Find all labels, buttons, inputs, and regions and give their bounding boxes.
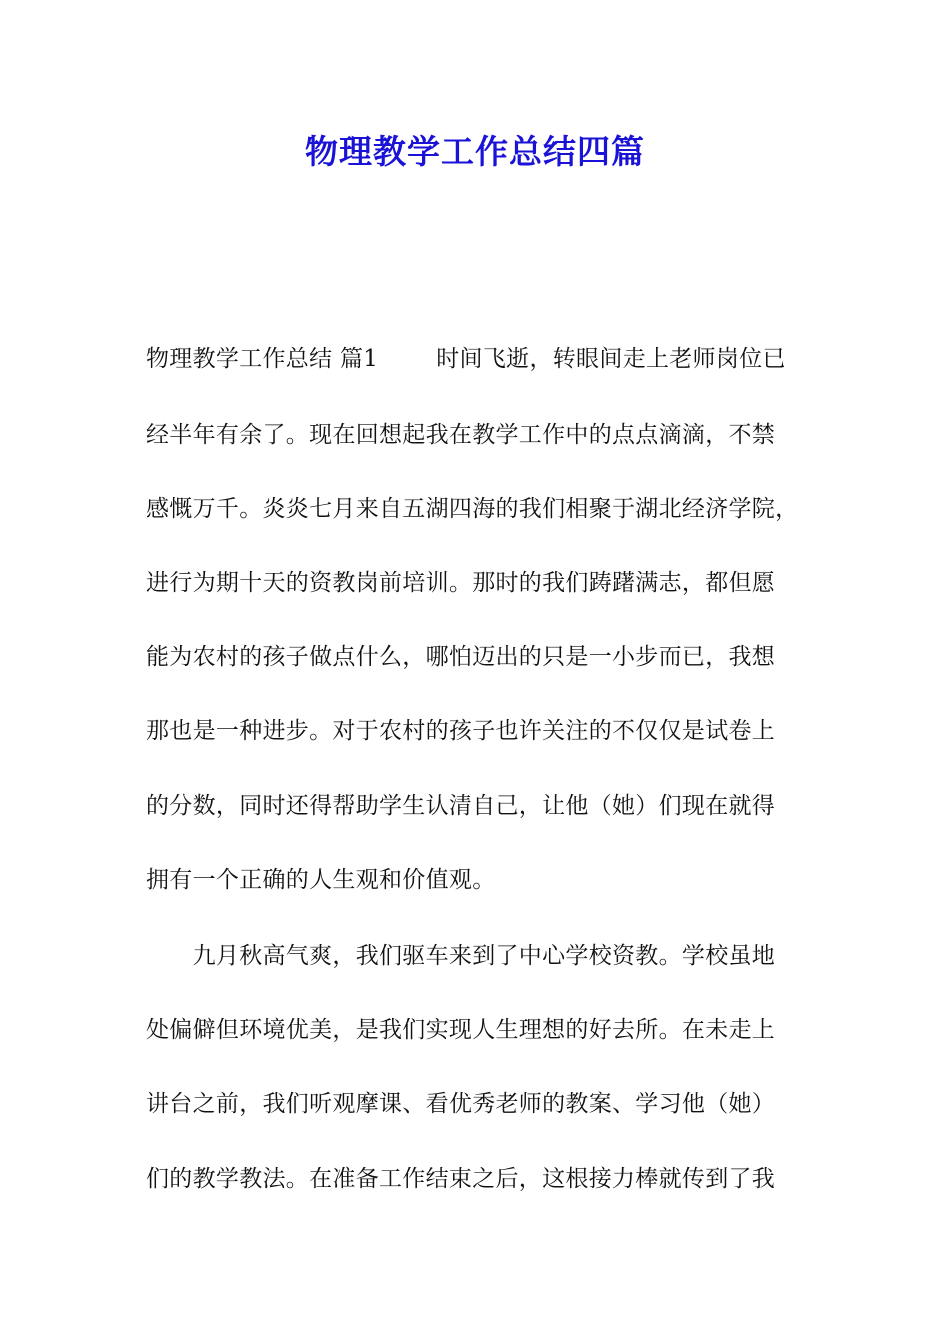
paragraph-line: 讲台之前，我们听观摩课、看优秀老师的教案、学习他（她） bbox=[146, 1091, 776, 1117]
paragraph-line: 那也是一种进步。对于农村的孩子也许关注的不仅仅是试卷上 bbox=[146, 718, 776, 744]
paragraph-line: 进行为期十天的资教岗前培训。那时的我们踌躇满志，都但愿 bbox=[146, 570, 776, 596]
paragraph-line: 能为农村的孩子做点什么，哪怕迈出的只是一小步而已，我想 bbox=[146, 644, 776, 670]
paragraph-line: 处偏僻但环境优美，是我们实现人生理想的好去所。在未走上 bbox=[146, 1017, 776, 1043]
line-text: 时间飞逝，转眼间走上老师岗位已 bbox=[436, 346, 786, 372]
paragraph-line bbox=[146, 343, 786, 375]
paragraph-line: 感慨万千。炎炎七月来自五湖四海的我们相聚于湖北经济学院， bbox=[146, 496, 799, 522]
section-heading: 物理教学工作总结 篇1 bbox=[146, 346, 379, 372]
paragraph-line: 经半年有余了。现在回想起我在教学工作中的点点滴滴，不禁 bbox=[146, 422, 776, 448]
document-title: 物理教学工作总结四篇 bbox=[305, 132, 645, 171]
paragraph-line: 的分数，同时还得帮助学生认清自己，让他（她）们现在就得 bbox=[146, 793, 776, 819]
paragraph-line: 拥有一个正确的人生观和价值观。 bbox=[146, 867, 496, 893]
paragraph-line: 们的教学教法。在准备工作结束之后，这根接力棒就传到了我 bbox=[146, 1166, 776, 1192]
paragraph-line: 九月秋高气爽，我们驱车来到了中心学校资教。学校虽地 bbox=[146, 943, 776, 969]
